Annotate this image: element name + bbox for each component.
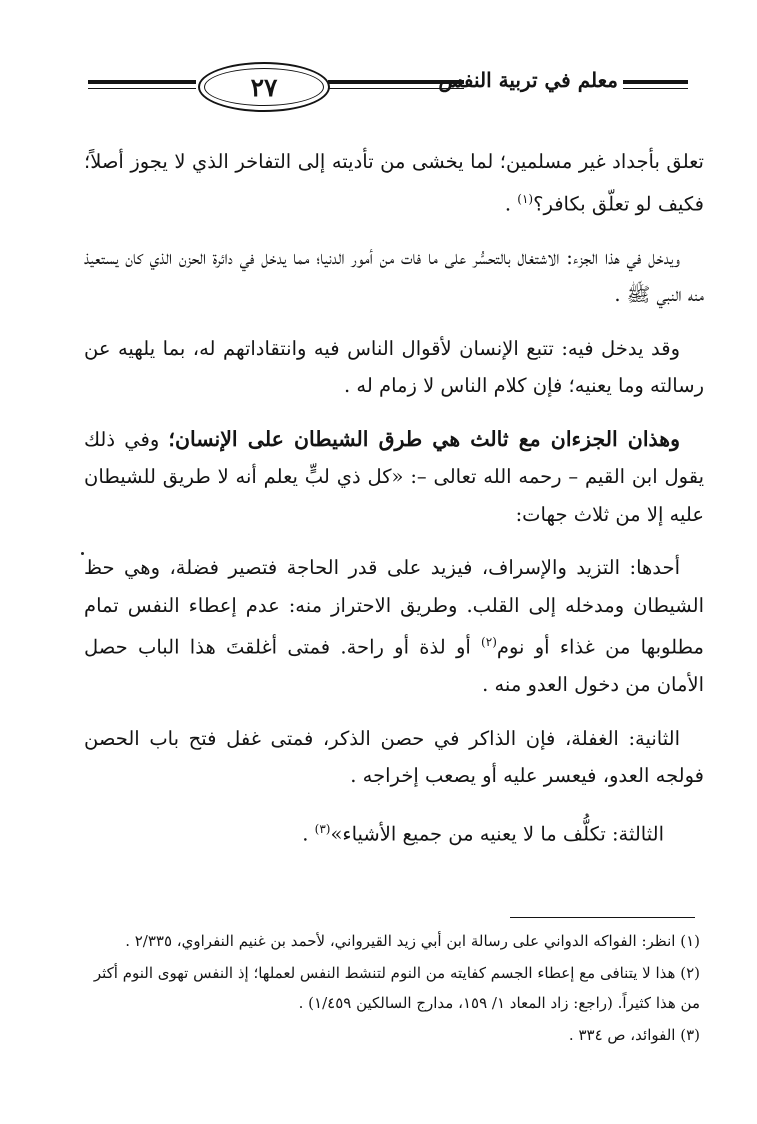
paragraph — [84, 143, 704, 223]
paragraph: وقد يدخل فيه: تتبع الإنسان لأقوال الناس فيه وانتقاداتهم له، بما يلهيه عن رسالته وما يعنيه؛ فإن كلام الناس لا زمام له . — [84, 336, 704, 397]
footnotes — [78, 926, 700, 1052]
bold-heading-text: وهذان الجزءان مع ثالث هي طرق الشيطان على الإنسان؛ — [168, 426, 680, 451]
header-rule — [88, 80, 196, 84]
paragraph: الثانية: الغفلة، فإن الذاكر في حصن الذكر، فمتى غفل فتح باب الحصن فولجه العدو، فيعسر عليه أو يصعب إخراجه . — [84, 726, 704, 787]
paragraph — [84, 549, 704, 704]
footnote: (١) انظر: الفواكه الدواني على رسالة ابن أبي زيد القيرواني، لأحمد بن غنيم النفراوي، ٢/٣٣٥ . — [125, 932, 700, 950]
footnote-ref[interactable]: (٣) — [314, 821, 331, 836]
paragraph-text: . — [302, 822, 315, 845]
main-text — [84, 143, 704, 869]
paragraph-text: أو لذة أو راحة. فمتى أغلقتَ هذا الباب حصل الأمان من دخول العدو منه . — [84, 635, 704, 696]
footnote: (٣) الفوائد، ص ٣٣٤ . — [568, 1026, 700, 1044]
footnote: (٢) هذا لا يتنافى مع إعطاء الجسم كفايته من النوم لتنشط النفس لعملها؛ إذ النفس تهوى النوم أكثر من هذا كثيراً. (راجع: زاد المعاد ١/ ١٥٩، مدارج السالكين ١/٤٥٩) . — [93, 964, 700, 1012]
footnote-ref[interactable]: (٢) — [481, 635, 497, 649]
page-number-oval — [198, 62, 330, 112]
paragraph-text: تعلق بأجداد غير مسلمين؛ لما يخشى من تأديته إلى التفاخر الذي لا يجوز أصلاً؛ فكيف لو تعلّق بكافر؟ — [84, 150, 704, 215]
paragraph-text: وفي ذلك يقول ابن القيم – رحمه الله تعالى –: «كل ذي لبٍّ يعلم أنه لا طريق للشيطان عليه إلا من ثلاث جهات: — [84, 427, 704, 526]
header-rule — [623, 80, 688, 84]
paragraph — [84, 421, 704, 534]
print-speck — [81, 552, 84, 555]
paragraph: ويدخل في هذا الجزء: الاشتغال بالتحسُّر على ما فات من أمور الدنيا؛ مما يدخل في دائرة الحزن الذي كان يستعيذ منه النبي ﷺ . — [84, 245, 704, 306]
footnote-ref[interactable]: (١) — [517, 191, 534, 206]
page-header — [88, 58, 688, 118]
page-number: ٢٧ — [250, 72, 278, 102]
paragraph-text: الثالثة: تكلُّف ما لا يعنيه من جميع الأشياء» — [330, 822, 664, 845]
header-rule — [623, 88, 688, 89]
paragraph — [84, 811, 704, 853]
paragraph-text: . — [504, 192, 518, 215]
paragraph-text: أحدها: التزيد والإسراف، فيزيد على قدر الحاجة فتصير فضلة، وهي حظ الشيطان ومدخله إلى القلب. وطريق الاحتراز منه: عدم إعطاء النفس تمام مطلوبها من غذاء أو نوم — [84, 556, 704, 659]
running-title: معلم في تربية النفس — [438, 68, 618, 92]
footnote-separator — [510, 917, 695, 918]
header-rule — [88, 88, 196, 89]
